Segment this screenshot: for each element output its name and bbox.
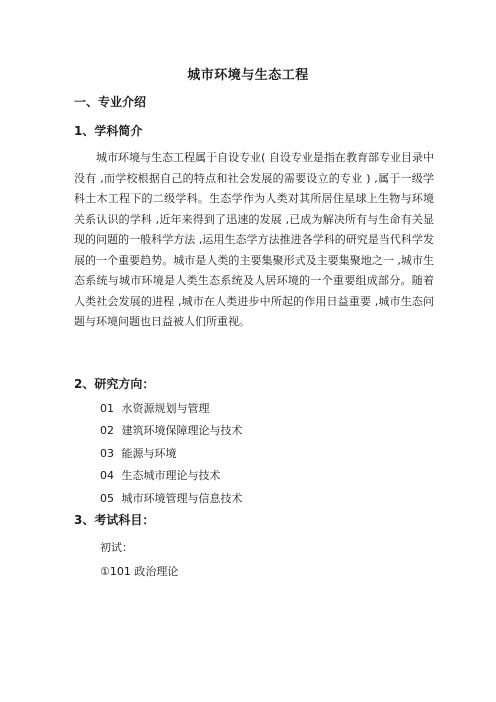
list-item-number: 01 — [100, 402, 114, 415]
list-item — [100, 399, 243, 421]
overview-paragraph: 城市环境与生态工程属于自设专业( 自设专业是指在教育部专业目录中没有 ,而学校根据自己的特点和社会发展的需要设立的专业 ) ,属于一级学科土木工程下的二级学科。生态学作为人类对其所居住星球上生物与环境关系认识的学科 ,近年来得到了迅速的发展 ,已成为解决所有与生命有关显现的问题的一般科学方法 ,运用生态学方法推进各学科的研究是当代科学发展的一个重要趋势。城市是人类的主要集聚形式及主要集聚地之一 ,城市生态系统与城市环境是人类生态系统及人居环境的一个重要组成部分。随着人类社会发展的进程 ,城市在人类进步中所起的作用日益重要 ,城市生态问题与环境问题也日益被人们所重视。 — [74, 151, 434, 328]
list-item-number: 05 — [100, 491, 114, 505]
list-item-number: 03 — [100, 446, 114, 460]
list-item-text: 生态城市理论与技术 — [121, 469, 221, 483]
subheading-overview: 1、学科简介 — [74, 124, 143, 138]
list-item-text: 水资源规划与管理 — [121, 402, 210, 415]
exam-subject-item: ①101 政治理论 — [100, 565, 179, 578]
document-title: 城市环境与生态工程 — [187, 68, 309, 83]
subheading-exam-subjects: 3、考试科目： — [74, 513, 155, 527]
list-item — [100, 421, 243, 443]
section-heading-intro: 一、专业介绍 — [74, 95, 147, 109]
list-item-number: 02 — [100, 424, 114, 438]
list-item — [100, 444, 243, 466]
research-direction-list — [100, 399, 243, 511]
list-item-text: 城市环境管理与信息技术 — [121, 491, 243, 505]
list-item — [100, 466, 243, 488]
list-item-text: 建筑环境保障理论与技术 — [121, 424, 243, 438]
list-item — [100, 489, 243, 511]
exam-round-label: 初试： — [100, 541, 133, 554]
list-item-number: 04 — [100, 469, 114, 483]
list-item-text: 能源与环境 — [121, 446, 177, 460]
subheading-research-directions: 2、研究方向： — [74, 377, 155, 391]
